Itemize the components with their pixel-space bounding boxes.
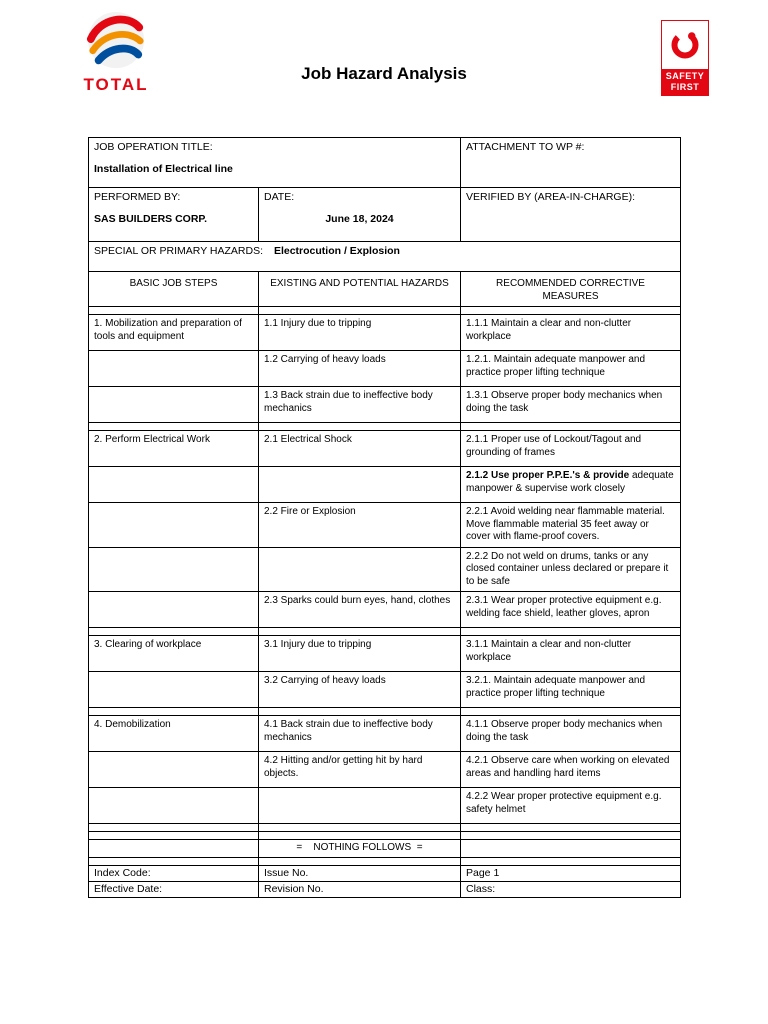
measure-cell: 1.2.1. Maintain adequate manpower and practice proper lifting technique [461,351,681,387]
measure-cell: 2.2.1 Avoid welding near flammable material. Move flammable material 35 feet away or cover with flame-proof covers. [461,503,681,548]
step-cell: 2. Perform Electrical Work [89,431,259,467]
spacer-row [89,857,681,865]
measure-cell: 3.2.1. Maintain adequate manpower and practice proper lifting technique [461,672,681,708]
step-cell [89,387,259,423]
hazards-value: Electrocution / Explosion [273,245,400,257]
measure-bold-text: 2.1.2 Use proper P.P.E.'s & provide [466,470,630,481]
hazard-cell: 4.1 Back strain due to ineffective body mechanics [259,716,461,752]
safety-first-label [662,69,708,95]
footer-row [89,881,681,897]
measure-cell: 3.1.1 Maintain a clear and non-clutter workplace [461,636,681,672]
spacer-row [89,307,681,315]
attachment-label: ATTACHMENT TO WP #: [466,141,585,153]
step-cell [89,351,259,387]
date-value: June 18, 2024 [325,213,394,226]
hazards-row [89,242,681,272]
job-title-row [89,138,681,188]
hazard-cell: 1.3 Back strain due to ineffective body mechanics [259,387,461,423]
performed-by-value: SAS BUILDERS CORP. [94,213,207,226]
spacer-row [89,832,681,840]
hazard-cell: 2.3 Sparks could burn eyes, hand, clothes [259,592,461,628]
spacer-cell [259,824,461,832]
step-cell [89,467,259,503]
spacer-row [89,708,681,716]
spacer-cell [89,857,259,865]
page-number-cell: Page 1 [461,865,681,881]
date-label: DATE: [264,191,295,203]
step-cell [89,752,259,788]
table-row [89,592,681,628]
table-row [89,752,681,788]
col-header-basic-job-steps: BASIC JOB STEPS [89,272,259,307]
table-row [89,315,681,351]
revision-no-cell: Revision No. [259,881,461,897]
table-row [89,788,681,824]
table-row [89,431,681,467]
class-cell: Class: [461,881,681,897]
total-logo-text: TOTAL [83,75,149,94]
hazard-cell [259,467,461,503]
spacer-cell [461,307,681,315]
table-row [89,716,681,752]
spacer-cell [89,628,259,636]
step-cell [89,672,259,708]
spacer-cell [259,628,461,636]
step-cell: 1. Mobilization and preparation of tools and equipment [89,315,259,351]
measure-cell: 2.2.2 Do not weld on drums, tanks or any closed container unless declared or prepare it to be safe [461,547,681,592]
measure-cell: 4.1.1 Observe proper body mechanics when doing the task [461,716,681,752]
spacer-cell [89,307,259,315]
spacer-row [89,628,681,636]
table-row [89,503,681,548]
spacer-cell [259,423,461,431]
page-title: Job Hazard Analysis [301,64,467,83]
spacer-cell [259,832,461,840]
footer-row [89,865,681,881]
safety-first-icon-wrap [662,21,708,69]
spacer-cell [461,824,681,832]
hazard-cell: 2.1 Electrical Shock [259,431,461,467]
step-cell [89,788,259,824]
first-word: FIRST [670,81,700,92]
spacer-cell [259,857,461,865]
hazard-cell: 2.2 Fire or Explosion [259,503,461,548]
hazard-cell: 1.2 Carrying of heavy loads [259,351,461,387]
spacer-cell [259,307,461,315]
nothing-follows-text: = NOTHING FOLLOWS = [259,840,461,858]
empty-cell [461,840,681,858]
spacer-cell [461,423,681,431]
spacer-row [89,423,681,431]
table-row [89,467,681,503]
effective-date-cell: Effective Date: [89,881,259,897]
hazards-cell [89,242,681,272]
spacer-row [89,824,681,832]
verified-by-label: VERIFIED BY (AREA-IN-CHARGE): [466,191,635,203]
verified-by-cell [461,188,681,242]
performed-by-row [89,188,681,242]
spacer-cell [89,423,259,431]
jha-table [88,137,681,898]
measure-cell: 4.2.1 Observe care when working on elevated areas and handling hard items [461,752,681,788]
job-title-value: Installation of Electrical line [94,163,233,176]
measure-rest-text: adequate manpower & supervise work closely [466,470,674,494]
step-cell: 3. Clearing of workplace [89,636,259,672]
col-header-corrective-measures: RECOMMENDED CORRECTIVE MEASURES [461,272,681,307]
measure-cell: 4.2.2 Wear proper protective equipment e.g. safety helmet [461,788,681,824]
hazard-cell: 3.1 Injury due to tripping [259,636,461,672]
performed-by-label: PERFORMED BY: [94,191,181,203]
step-cell [89,503,259,548]
performed-by-cell [89,188,259,242]
issue-no-cell: Issue No. [259,865,461,881]
empty-cell [89,840,259,858]
safety-first-icon [667,27,703,63]
spacer-cell [89,708,259,716]
hazard-cell: 1.1 Injury due to tripping [259,315,461,351]
job-title-label: JOB OPERATION TITLE: [94,141,213,153]
safety-first-logo [661,20,709,96]
measure-cell: 1.1.1 Maintain a clear and non-clutter workplace [461,315,681,351]
measure-cell [461,467,681,503]
measure-cell: 2.3.1 Wear proper protective equipment e.g. welding face shield, leather gloves, apron [461,592,681,628]
job-operation-title-cell [89,138,461,188]
index-code-cell: Index Code: [89,865,259,881]
hazard-cell: 4.2 Hitting and/or getting hit by hard objects. [259,752,461,788]
step-cell [89,547,259,592]
spacer-cell [461,832,681,840]
measure-cell: 1.3.1 Observe proper body mechanics when doing the task [461,387,681,423]
spacer-cell [259,708,461,716]
step-cell [89,592,259,628]
spacer-cell [461,628,681,636]
nothing-follows-row [89,840,681,858]
attachment-cell [461,138,681,188]
spacer-cell [461,857,681,865]
hazard-cell: 3.2 Carrying of heavy loads [259,672,461,708]
date-cell [259,188,461,242]
table-row [89,547,681,592]
spacer-cell [461,708,681,716]
measure-cell: 2.1.1 Proper use of Lockout/Tagout and grounding of frames [461,431,681,467]
table-row [89,387,681,423]
spacer-cell [89,824,259,832]
safety-word: SAFETY [665,71,705,81]
total-globe-icon [85,10,147,72]
hazard-cell [259,788,461,824]
step-cell: 4. Demobilization [89,716,259,752]
col-header-existing-hazards: EXISTING AND POTENTIAL HAZARDS [259,272,461,307]
table-row [89,636,681,672]
table-row [89,351,681,387]
table-row [89,672,681,708]
hazards-label: SPECIAL OR PRIMARY HAZARDS: [94,245,264,257]
spacer-cell [89,832,259,840]
hazard-cell [259,547,461,592]
column-header-row [89,272,681,307]
